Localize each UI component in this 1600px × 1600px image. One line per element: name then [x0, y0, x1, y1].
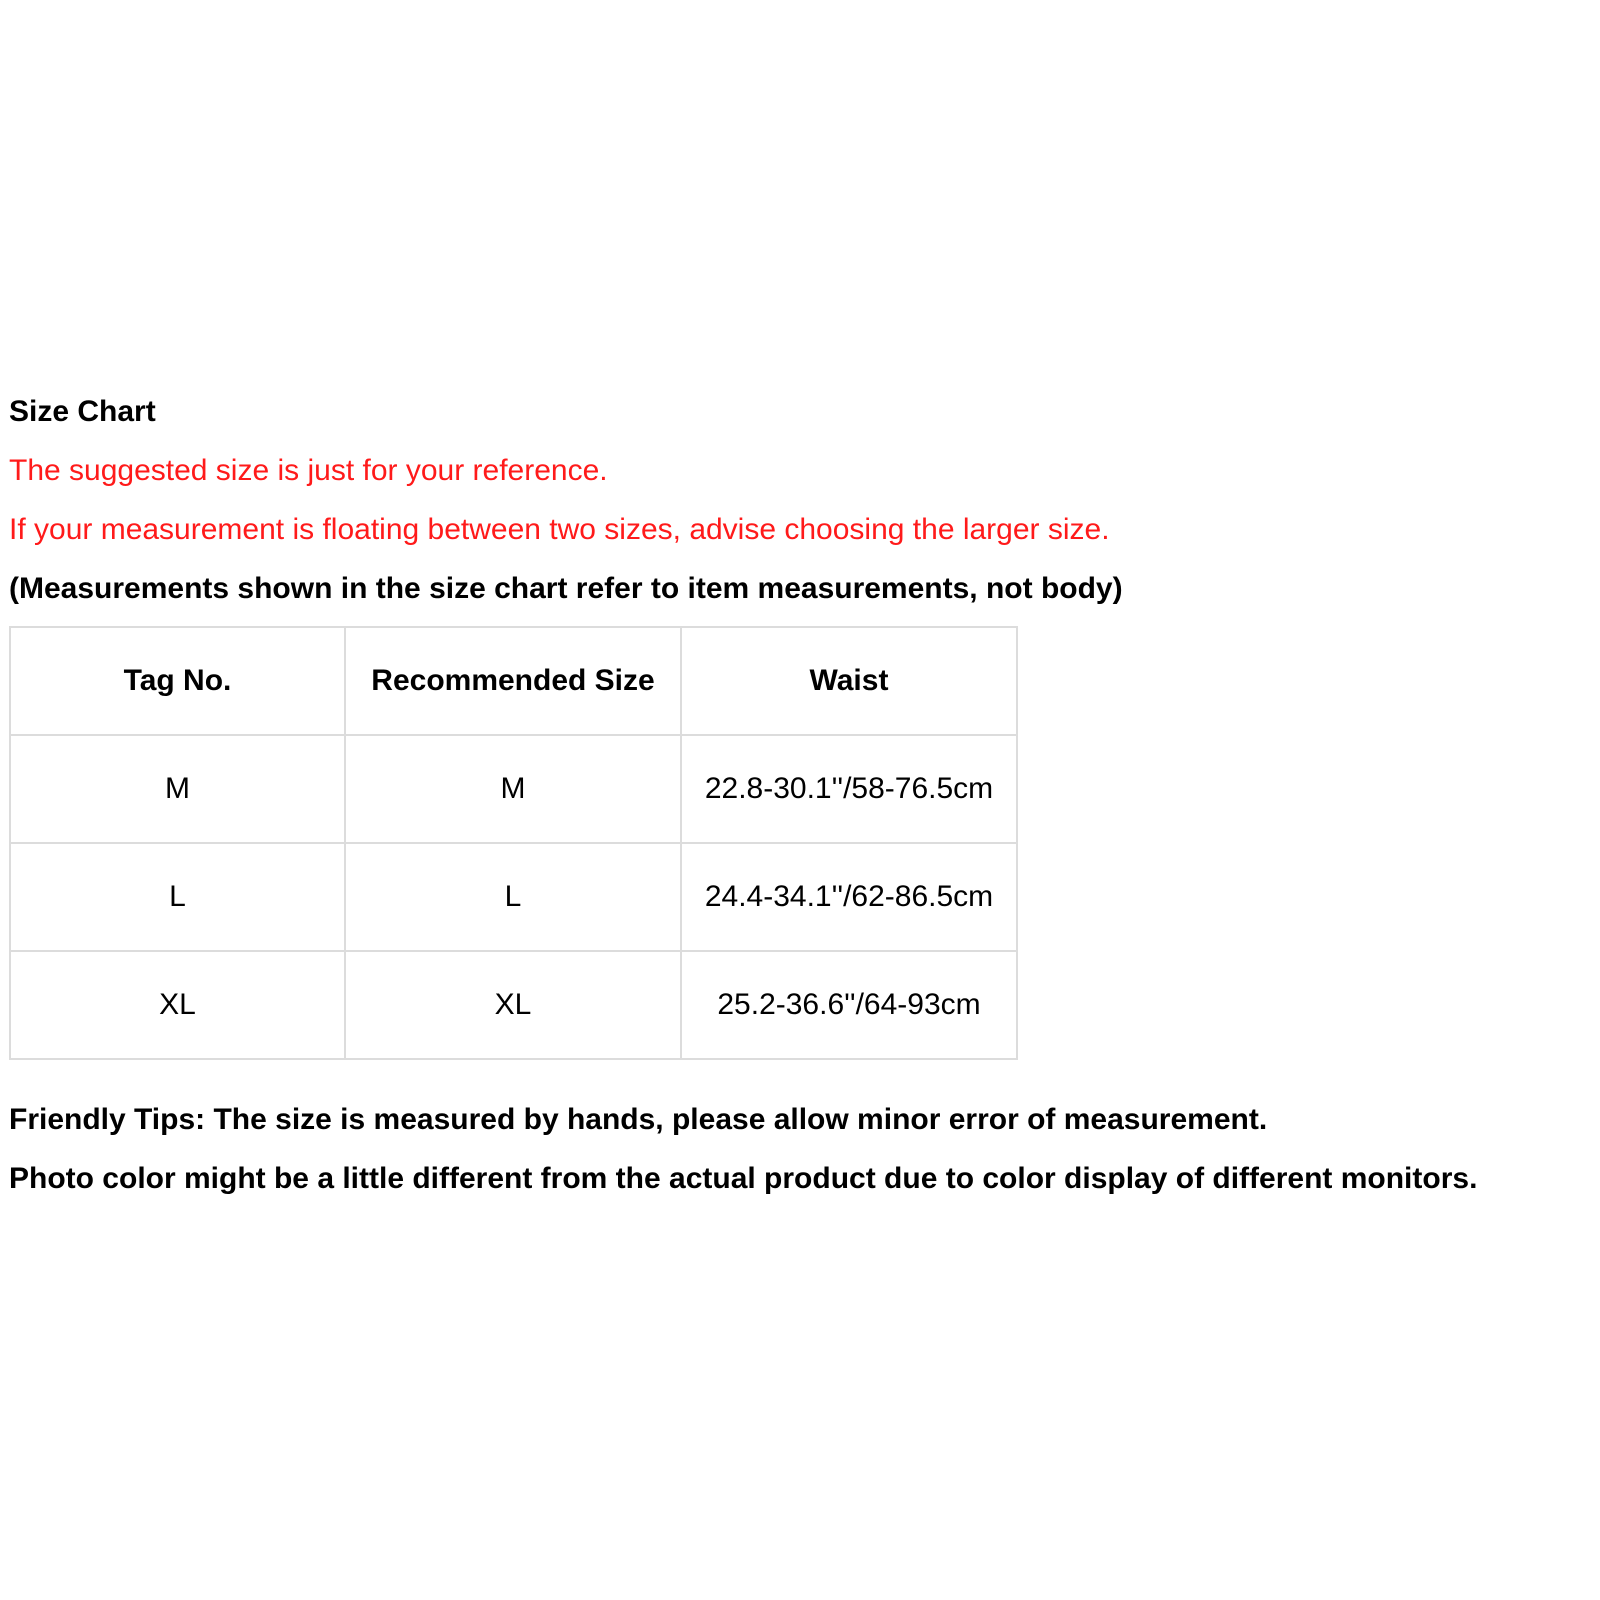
cell-tag-no: L [10, 843, 345, 951]
cell-recommended-size: XL [345, 951, 681, 1059]
friendly-tips: Friendly Tips: The size is measured by hands, please allow minor error of measurement. [9, 1103, 1268, 1136]
cell-waist: 24.4-34.1''/62-86.5cm [681, 843, 1017, 951]
table-header-row [10, 627, 1017, 735]
cell-waist: 22.8-30.1''/58-76.5cm [681, 735, 1017, 843]
cell-tag-no: M [10, 735, 345, 843]
sizing-advice-note: If your measurement is floating between two sizes, advise choosing the larger size. [9, 513, 1110, 546]
table-row [10, 951, 1017, 1059]
cell-tag-no: XL [10, 951, 345, 1059]
reference-note: The suggested size is just for your reference. [9, 454, 608, 487]
size-chart-section [9, 382, 1594, 1208]
cell-recommended-size: L [345, 843, 681, 951]
tips-section [9, 1090, 1594, 1208]
size-table [9, 626, 1018, 1060]
measurement-note: (Measurements shown in the size chart refer to item measurements, not body) [9, 572, 1123, 605]
table-row [10, 843, 1017, 951]
page-title: Size Chart [9, 395, 156, 428]
header-waist: Waist [681, 627, 1017, 735]
color-disclaimer: Photo color might be a little different from the actual product due to color display of different monitors. [9, 1162, 1478, 1195]
cell-recommended-size: M [345, 735, 681, 843]
cell-waist: 25.2-36.6''/64-93cm [681, 951, 1017, 1059]
header-tag-no: Tag No. [10, 627, 345, 735]
header-recommended-size: Recommended Size [345, 627, 681, 735]
table-row [10, 735, 1017, 843]
